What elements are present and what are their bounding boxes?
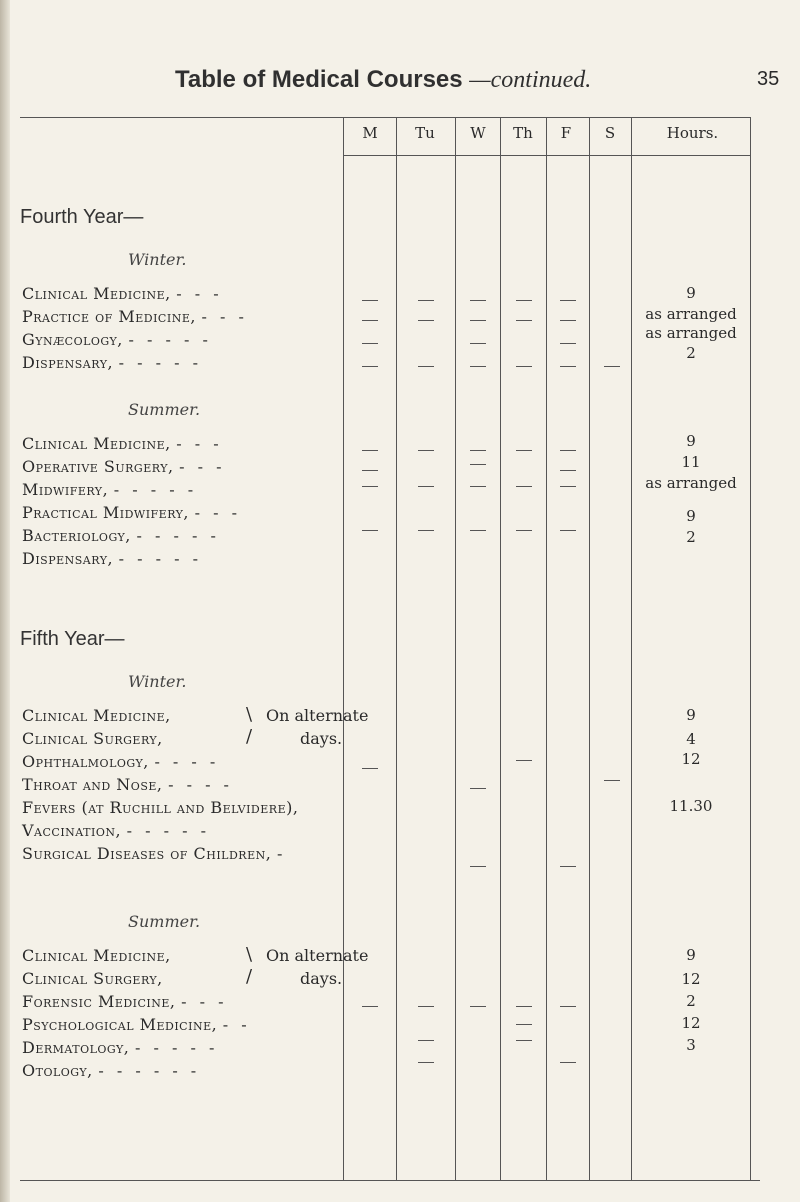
schedule-dash [470, 530, 486, 531]
column-rule [631, 117, 632, 1180]
schedule-dash [560, 866, 576, 867]
alternate-brace: / [246, 966, 253, 987]
alternate-days-note: days. [300, 969, 343, 988]
course-forensic-medicine: Forensic Medicine, - - - [22, 992, 228, 1011]
course-dermatology: Dermatology, - - - - - [22, 1038, 219, 1057]
hours-value: 2 [686, 344, 696, 362]
schedule-dash [362, 320, 378, 321]
schedule-dash [470, 343, 486, 344]
schedule-dash [418, 530, 434, 531]
schedule-dash [362, 366, 378, 367]
alternate-brace: \ [246, 944, 253, 965]
column-header-thursday: Th [513, 124, 533, 142]
schedule-dash [470, 464, 486, 465]
course-clinical-medicine: Clinical Medicine, - - - [22, 434, 223, 453]
hours-value: 9 [686, 432, 696, 450]
course-vaccination: Vaccination, - - - - - [22, 821, 211, 840]
course-practice-of-medicine: Practice of Medicine, - - - [22, 307, 248, 326]
schedule-dash [516, 366, 532, 367]
column-header-monday: M [362, 124, 378, 142]
schedule-dash [362, 1006, 378, 1007]
schedule-dash [516, 320, 532, 321]
hours-value: 9 [686, 706, 696, 724]
schedule-dash [560, 450, 576, 451]
schedule-dash [418, 1006, 434, 1007]
alternate-brace: \ [246, 704, 253, 725]
course-clinical-medicine: Clinical Medicine, [22, 946, 171, 965]
schedule-dash [560, 470, 576, 471]
schedule-dash [418, 450, 434, 451]
column-header-hours: Hours. [666, 124, 719, 142]
hours-value: 12 [681, 750, 701, 768]
schedule-dash [362, 486, 378, 487]
schedule-dash [516, 530, 532, 531]
hours-value: 3 [686, 1036, 696, 1054]
course-clinical-surgery: Clinical Surgery, [22, 729, 163, 748]
schedule-dash [470, 788, 486, 789]
schedule-dash [560, 1062, 576, 1063]
fourth-year-heading: Fourth Year— [20, 206, 144, 228]
course-otology: Otology, - - - - - - [22, 1061, 201, 1080]
schedule-dash [418, 366, 434, 367]
schedule-dash [418, 1062, 434, 1063]
column-rule [500, 117, 501, 1180]
schedule-dash [470, 486, 486, 487]
column-header-tuesday: Tu [415, 124, 435, 142]
schedule-dash [560, 343, 576, 344]
schedule-dash [362, 530, 378, 531]
schedule-dash [470, 450, 486, 451]
course-midwifery: Midwifery, - - - - - [22, 480, 198, 499]
schedule-dash [470, 300, 486, 301]
schedule-dash [560, 486, 576, 487]
fourth-year-summer-label: Summer. [128, 400, 201, 419]
course-clinical-medicine: Clinical Medicine, - - - [22, 284, 223, 303]
schedule-dash [418, 1040, 434, 1041]
course-psychological-medicine: Psychological Medicine, - - [22, 1015, 251, 1034]
course-practical-midwifery: Practical Midwifery, - - - [22, 503, 241, 522]
course-clinical-surgery: Clinical Surgery, [22, 969, 163, 988]
column-rule [455, 117, 456, 1180]
schedule-dash [604, 366, 620, 367]
page-spine-shadow [0, 0, 10, 1202]
schedule-dash [560, 300, 576, 301]
hours-value: 9 [686, 507, 696, 525]
column-rule [589, 117, 590, 1180]
schedule-dash [516, 1040, 532, 1041]
fourth-year-winter-label: Winter. [128, 250, 187, 269]
course-dispensary: Dispensary, - - - - - [22, 353, 203, 372]
schedule-dash [362, 343, 378, 344]
hours-value: 9 [686, 284, 696, 302]
schedule-dash [470, 1006, 486, 1007]
schedule-dash [516, 1006, 532, 1007]
schedule-dash [362, 768, 378, 769]
hours-value: 2 [686, 992, 696, 1010]
column-header-friday: F [560, 124, 572, 142]
column-rule [343, 117, 344, 1180]
hours-value: 4 [686, 730, 696, 748]
course-throat-and-nose: Throat and Nose, - - - - [22, 775, 233, 794]
schedule-dash [470, 866, 486, 867]
schedule-dash [516, 450, 532, 451]
schedule-dash [516, 1024, 532, 1025]
alternate-days-note: On alternate [266, 946, 369, 965]
hours-value: 11.30 [669, 797, 713, 815]
hours-value: 2 [686, 528, 696, 546]
schedule-dash [560, 1006, 576, 1007]
column-rule [396, 117, 397, 1180]
column-rule [546, 117, 547, 1180]
hours-value: as arranged [645, 305, 737, 323]
course-bacteriology: Bacteriology, - - - - - [22, 526, 220, 545]
hours-value: as arranged [645, 324, 737, 342]
table-top-rule [20, 117, 750, 118]
hours-value: 12 [681, 970, 701, 988]
schedule-dash [516, 760, 532, 761]
hours-value: as arranged [645, 474, 737, 492]
hours-value: 11 [681, 453, 701, 471]
schedule-dash [362, 450, 378, 451]
schedule-dash [560, 320, 576, 321]
hours-value: 12 [681, 1014, 701, 1032]
schedule-dash [362, 300, 378, 301]
course-surgical-diseases-of-children: Surgical Diseases of Children, - [22, 844, 287, 863]
page-title: Table of Medical Courses —continued. [175, 66, 592, 93]
schedule-dash [470, 320, 486, 321]
fifth-year-summer-label: Summer. [128, 912, 201, 931]
schedule-dash [470, 366, 486, 367]
schedule-dash [560, 530, 576, 531]
table-bottom-rule [20, 1180, 760, 1181]
schedule-dash [418, 486, 434, 487]
schedule-dash [418, 320, 434, 321]
course-fevers: Fevers (at Ruchill and Belvidere), [22, 798, 299, 817]
schedule-dash [418, 300, 434, 301]
course-gynaecology: Gynæcology, - - - - - [22, 330, 212, 349]
column-header-wednesday: W [470, 124, 486, 142]
alternate-days-note: days. [300, 729, 343, 748]
course-ophthalmology: Ophthalmology, - - - - [22, 752, 220, 771]
schedule-dash [362, 470, 378, 471]
fifth-year-winter-label: Winter. [128, 672, 187, 691]
schedule-dash [516, 300, 532, 301]
schedule-dash [604, 780, 620, 781]
column-rule [750, 117, 751, 1180]
course-dispensary: Dispensary, - - - - - [22, 549, 203, 568]
hours-value: 9 [686, 946, 696, 964]
course-clinical-medicine: Clinical Medicine, [22, 706, 171, 725]
column-header-saturday: S [604, 124, 616, 142]
alternate-days-note: On alternate [266, 706, 369, 725]
schedule-dash [516, 486, 532, 487]
course-operative-surgery: Operative Surgery, - - - [22, 457, 226, 476]
page-number: 35 [757, 68, 780, 90]
fifth-year-heading: Fifth Year— [20, 628, 125, 650]
schedule-dash [560, 366, 576, 367]
alternate-brace: / [246, 726, 253, 747]
